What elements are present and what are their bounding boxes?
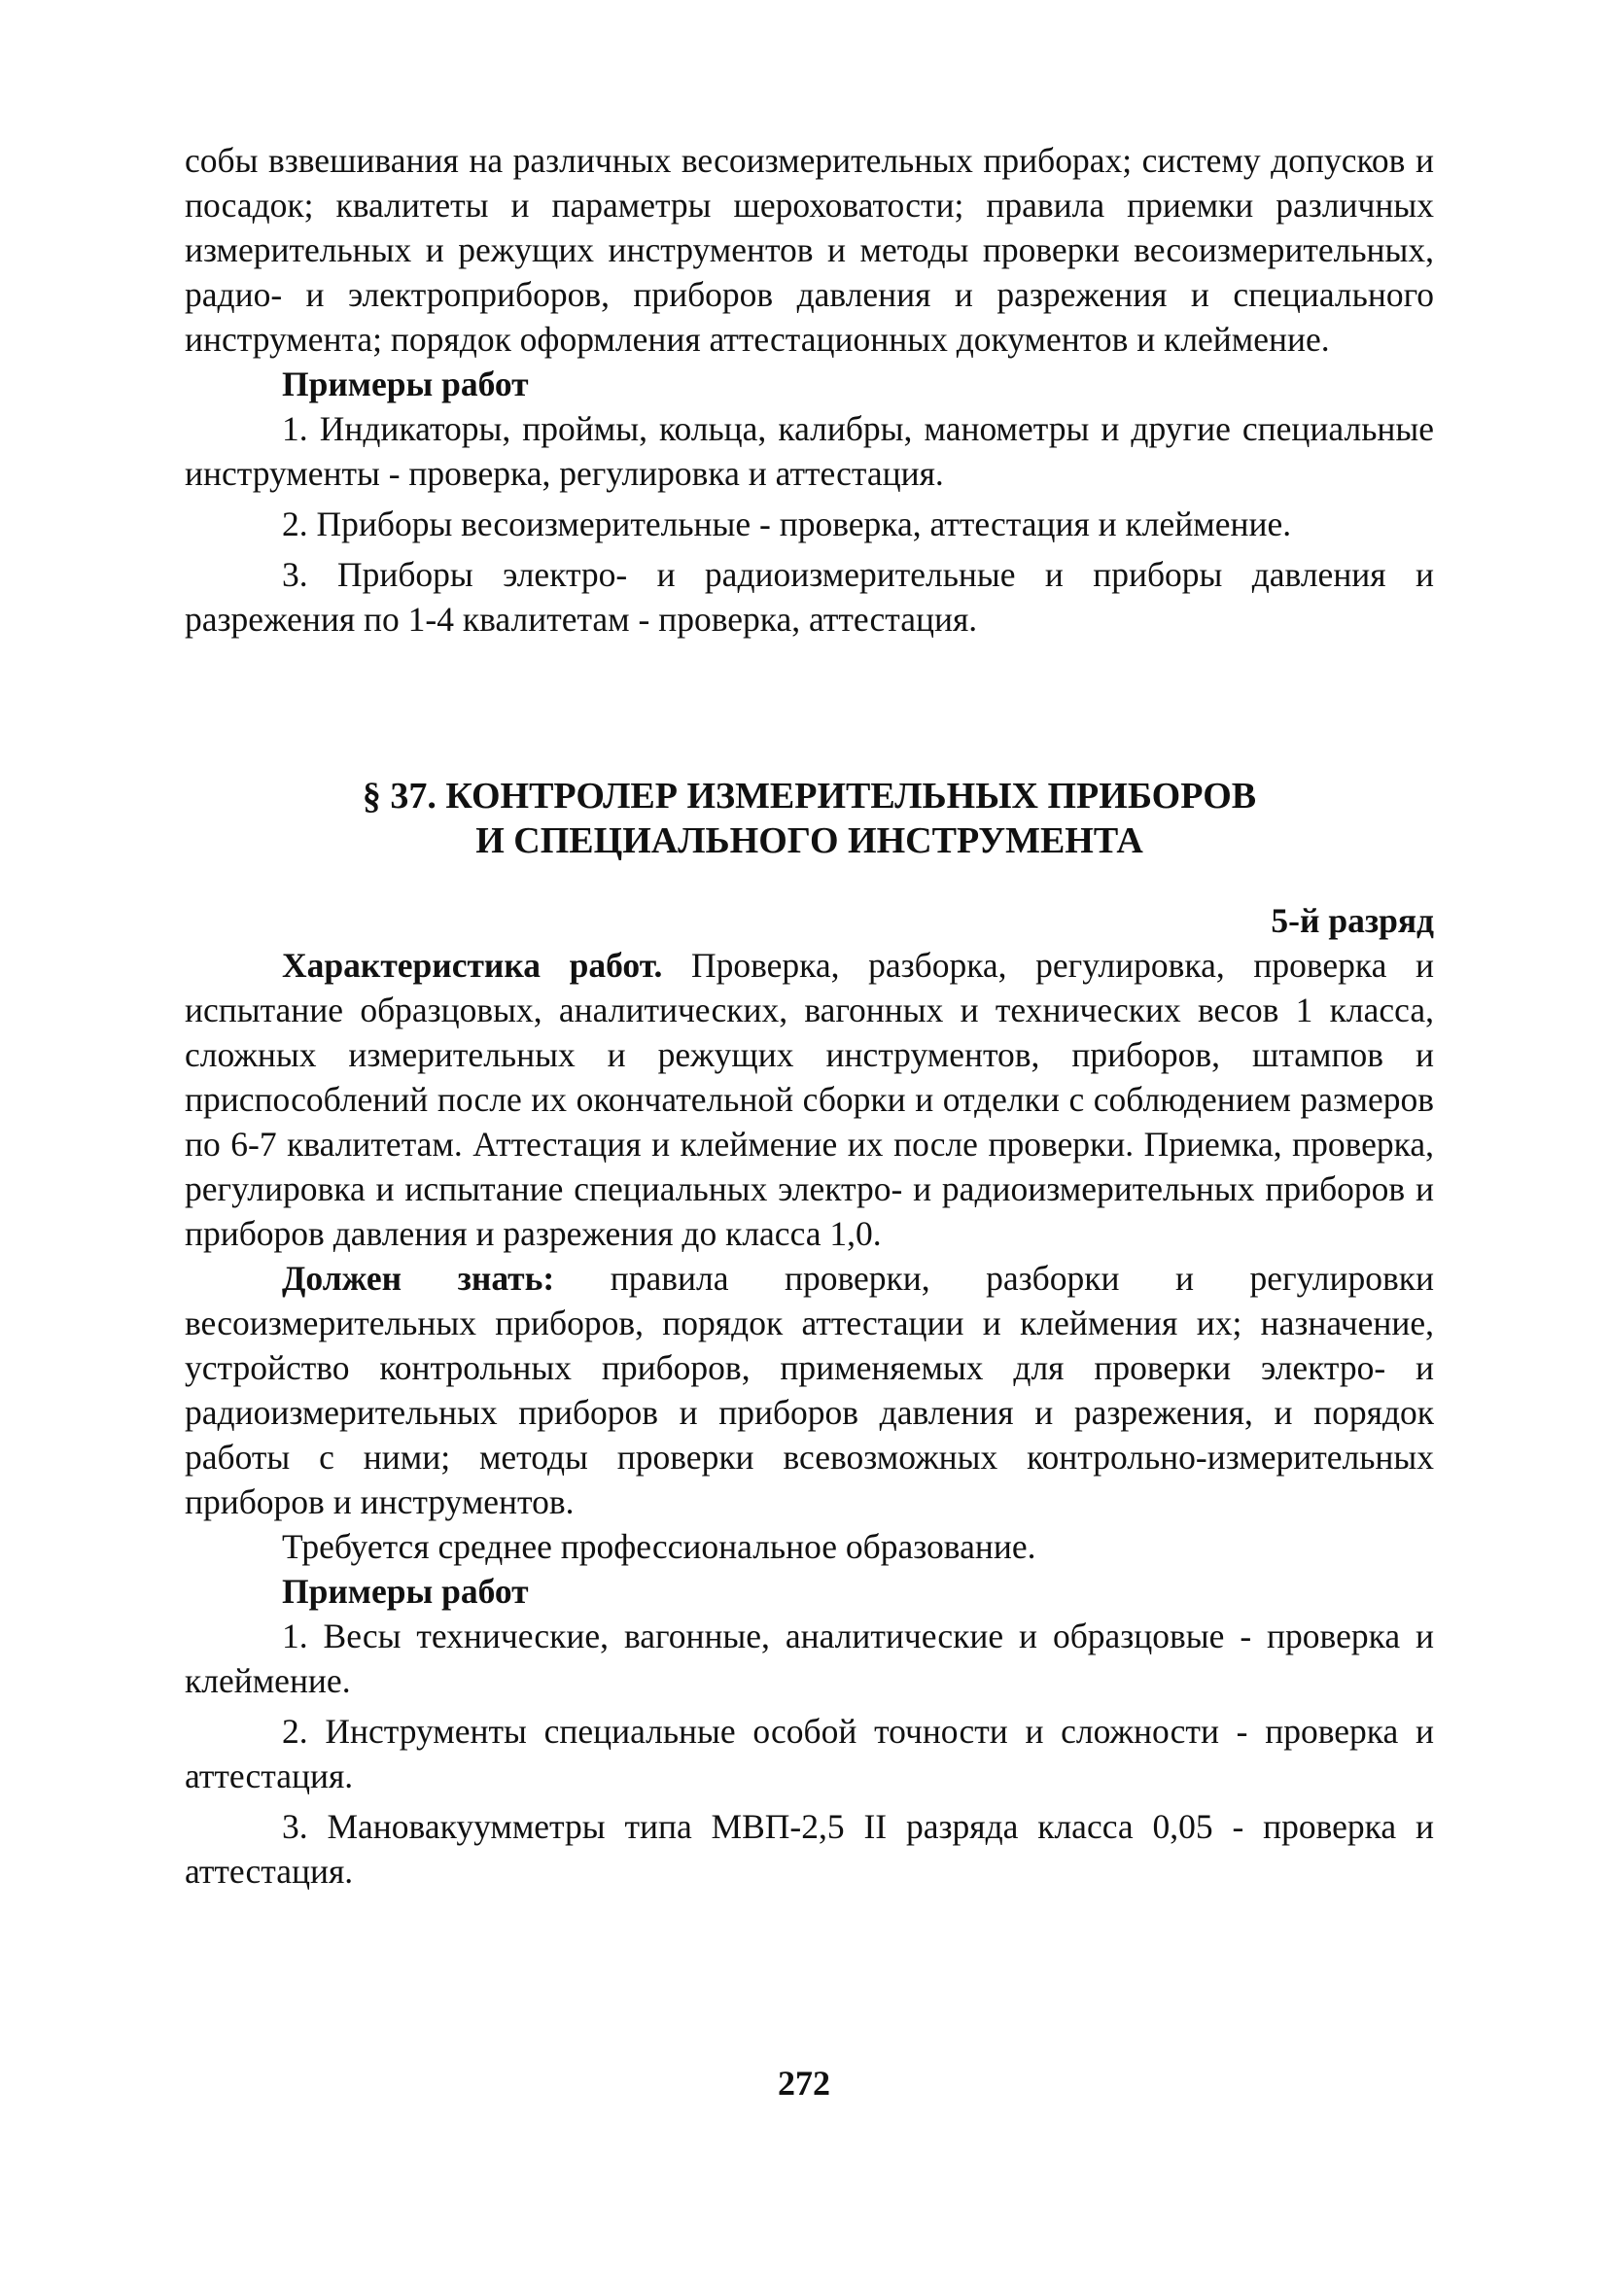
characteristics-label: Характеристика работ. <box>282 946 663 985</box>
example-item: 1. Весы технические, вагонные, аналитические и образцовые - проверка и клеймение. <box>185 1617 1434 1700</box>
knowledge-label: Должен знать: <box>282 1259 555 1298</box>
intro-paragraph: собы взвешивания на различных весоизмерительных приборах; систему допусков и посадок; квалитеты и параметры шероховатости; правила приемки различных измерительных и режущих инструментов и методы проверки весоизмерительных, радио- и электроприборов, приборов давления и разрежения и специального инструмента; порядок оформления аттестационных документов и клеймение. <box>185 141 1434 359</box>
examples-heading: Примеры работ <box>282 365 529 403</box>
example-item: 2. Приборы весоизмерительные - проверка, аттестация и клеймение. <box>282 504 1292 543</box>
grade-label: 5-й разряд <box>1271 901 1434 940</box>
document-page <box>185 138 1434 1899</box>
characteristics-paragraph <box>185 943 1434 1256</box>
example-item: 3. Приборы электро- и радиоизмерительные и приборы давления и разрежения по 1-4 квалитетам - проверка, аттестация. <box>185 555 1434 639</box>
characteristics-text: Проверка, разборка, регулировка, проверка и испытание образцовых, аналитических, вагонных и технических весов 1 класса, сложных измерительных и режущих инструментов, приборов, штампов и приспособлений после их окончательной сборки и отделки с соблюдением размеров по 6-7 квалитетам. Аттестация и клеймение их после проверки. Приемка, проверка, регулировка и испытание специальных электро- и радиоизмерительных приборов и приборов давления и разрежения до класса 1,0. <box>185 946 1434 1253</box>
section-title <box>185 774 1434 863</box>
education-requirement: Требуется среднее профессиональное образование. <box>282 1527 1036 1566</box>
knowledge-paragraph <box>185 1256 1434 1524</box>
knowledge-text: правила проверки, разборки и регулировки весоизмерительных приборов, порядок аттестации и клеймения их; назначение, устройство контрольных приборов, применяемых для проверки электро- и радиоизмерительных приборов и приборов давления и разрежения, и порядок работы с ними; методы проверки всевозможных контрольно-измерительных приборов и инструментов. <box>185 1259 1434 1521</box>
example-item: 2. Инструменты специальные особой точности и сложности - проверка и аттестация. <box>185 1712 1434 1795</box>
page-number: 272 <box>778 2064 830 2103</box>
examples-heading: Примеры работ <box>282 1572 529 1611</box>
section-title-line-2: И СПЕЦИАЛЬНОГО ИНСТРУМЕНТА <box>475 820 1143 861</box>
section-title-line-1: § 37. КОНТРОЛЕР ИЗМЕРИТЕЛЬНЫХ ПРИБОРОВ <box>362 776 1257 817</box>
example-item: 3. Мановакуумметры типа МВП-2,5 II разряда класса 0,05 - проверка и аттестация. <box>185 1807 1434 1891</box>
example-item: 1. Индикаторы, проймы, кольца, калибры, манометры и другие специальные инструменты - проверка, регулировка и аттестация. <box>185 409 1434 493</box>
